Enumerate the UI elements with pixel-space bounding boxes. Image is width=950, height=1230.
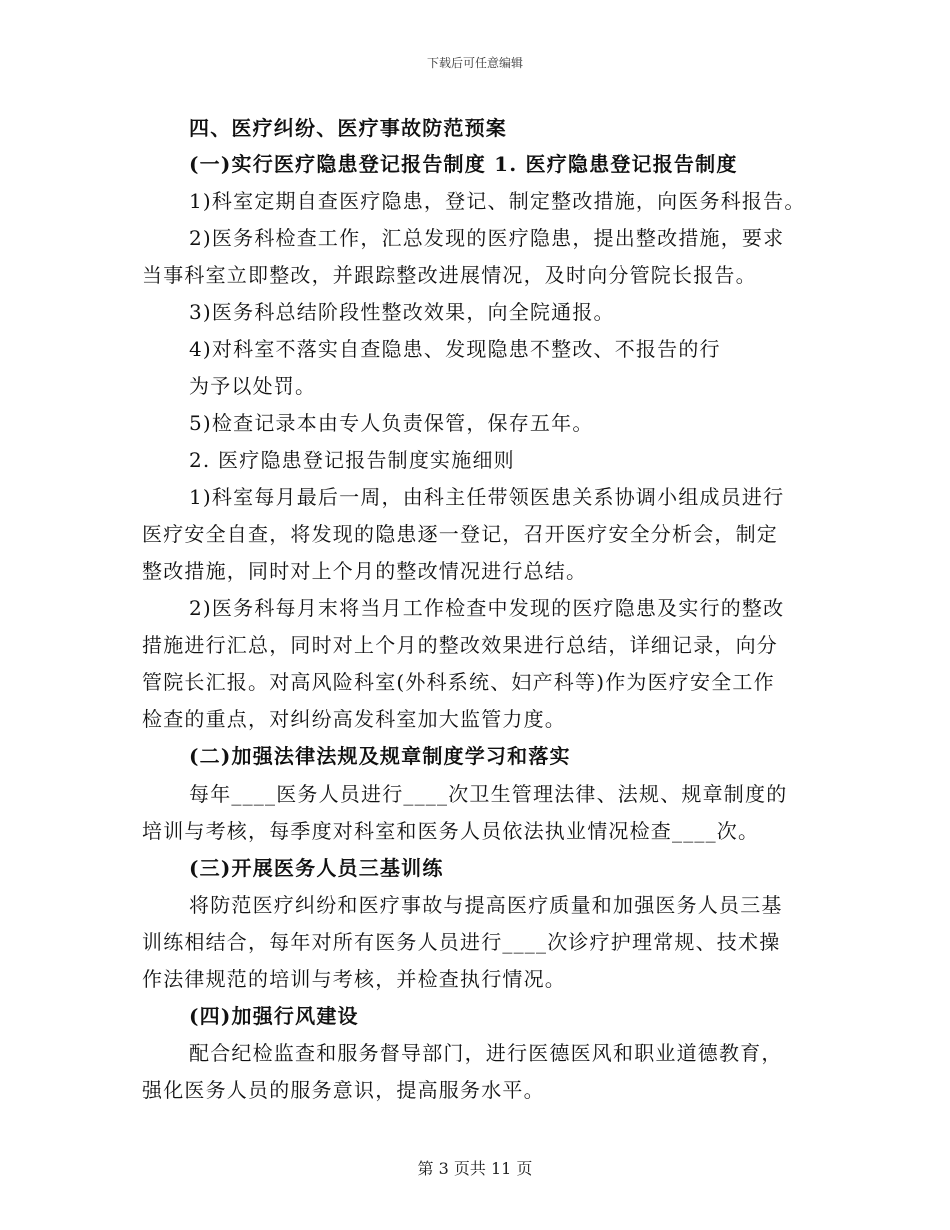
subsection-heading: (一)实行医疗隐患登记报告制度 1. 医疗隐患登记报告制度: [189, 152, 738, 176]
paragraph-line: 当事科室立即整改，并跟踪整改进展情况，及时向分管院长报告。: [142, 263, 757, 287]
subsection-heading: (二)加强法律法规及规章制度学习和落实: [189, 744, 571, 768]
paragraph-line: 配合纪检监查和服务督导部门，进行医德医风和职业道德教育，: [189, 1041, 783, 1065]
paragraph-line: 强化医务人员的服务意识，提高服务水平。: [142, 1078, 545, 1102]
paragraph-line: 培训与考核，每季度对科室和医务人员依法执业情况检查____次。: [142, 819, 760, 843]
paragraph-line: 训练相结合，每年对所有医务人员进行____次诊疗护理常规、技术操: [142, 930, 781, 954]
subsection-heading: (三)开展医务人员三基训练: [189, 856, 444, 880]
paragraph-line: 5)检查记录本由专人负责保管，保存五年。: [189, 411, 594, 435]
paragraph-line: 3)医务科总结阶段性整改效果，向全院通报。: [189, 300, 615, 324]
paragraph-line: 管院长汇报。对高风险科室(外科系统、妇产科等)作为医疗安全工作: [142, 670, 775, 694]
paragraph-line: 措施进行汇总，同时对上个月的整改效果进行总结，详细记录，向分: [142, 633, 778, 657]
page-footer: 第 3 页共 11 页: [417, 1159, 533, 1178]
subsection-heading: (四)加强行风建设: [189, 1004, 359, 1028]
paragraph-line: 将防范医疗纠纷和医疗事故与提高医疗质量和加强医务人员三基: [189, 893, 783, 917]
paragraph-line: 作法律规范的培训与考核，并检查执行情况。: [142, 967, 566, 991]
paragraph-line: 为予以处罚。: [189, 374, 317, 398]
page-header: 下载后可任意编辑: [426, 56, 523, 70]
paragraph-line: 检查的重点，对纠纷高发科室加大监管力度。: [142, 707, 566, 731]
paragraph-line: 每年____医务人员进行____次卫生管理法律、法规、规章制度的: [189, 782, 788, 806]
paragraph-line: 2)医务科检查工作，汇总发现的医疗隐患，提出整改措施，要求: [189, 226, 785, 250]
paragraph-line: 医疗安全自查，将发现的隐患逐一登记，召开医疗安全分析会，制定: [142, 522, 778, 546]
paragraph-line: 2. 医疗隐患登记报告制度实施细则: [189, 448, 515, 472]
paragraph-line: 2)医务科每月末将当月工作检查中发现的医疗隐患及实行的整改: [189, 596, 785, 620]
paragraph-line: 1)科室每月最后一周，由科主任带领医患关系协调小组成员进行: [189, 485, 785, 509]
section-heading: 四、医疗纠纷、医疗事故防范预案: [189, 116, 507, 140]
paragraph-line: 整改措施，同时对上个月的整改情况进行总结。: [142, 559, 588, 583]
paragraph-line: 1)科室定期自查医疗隐患，登记、制定整改措施，向医务科报告。: [189, 189, 806, 213]
paragraph-line: 4)对科室不落实自查隐患、发现隐患不整改、不报告的行: [189, 337, 721, 361]
